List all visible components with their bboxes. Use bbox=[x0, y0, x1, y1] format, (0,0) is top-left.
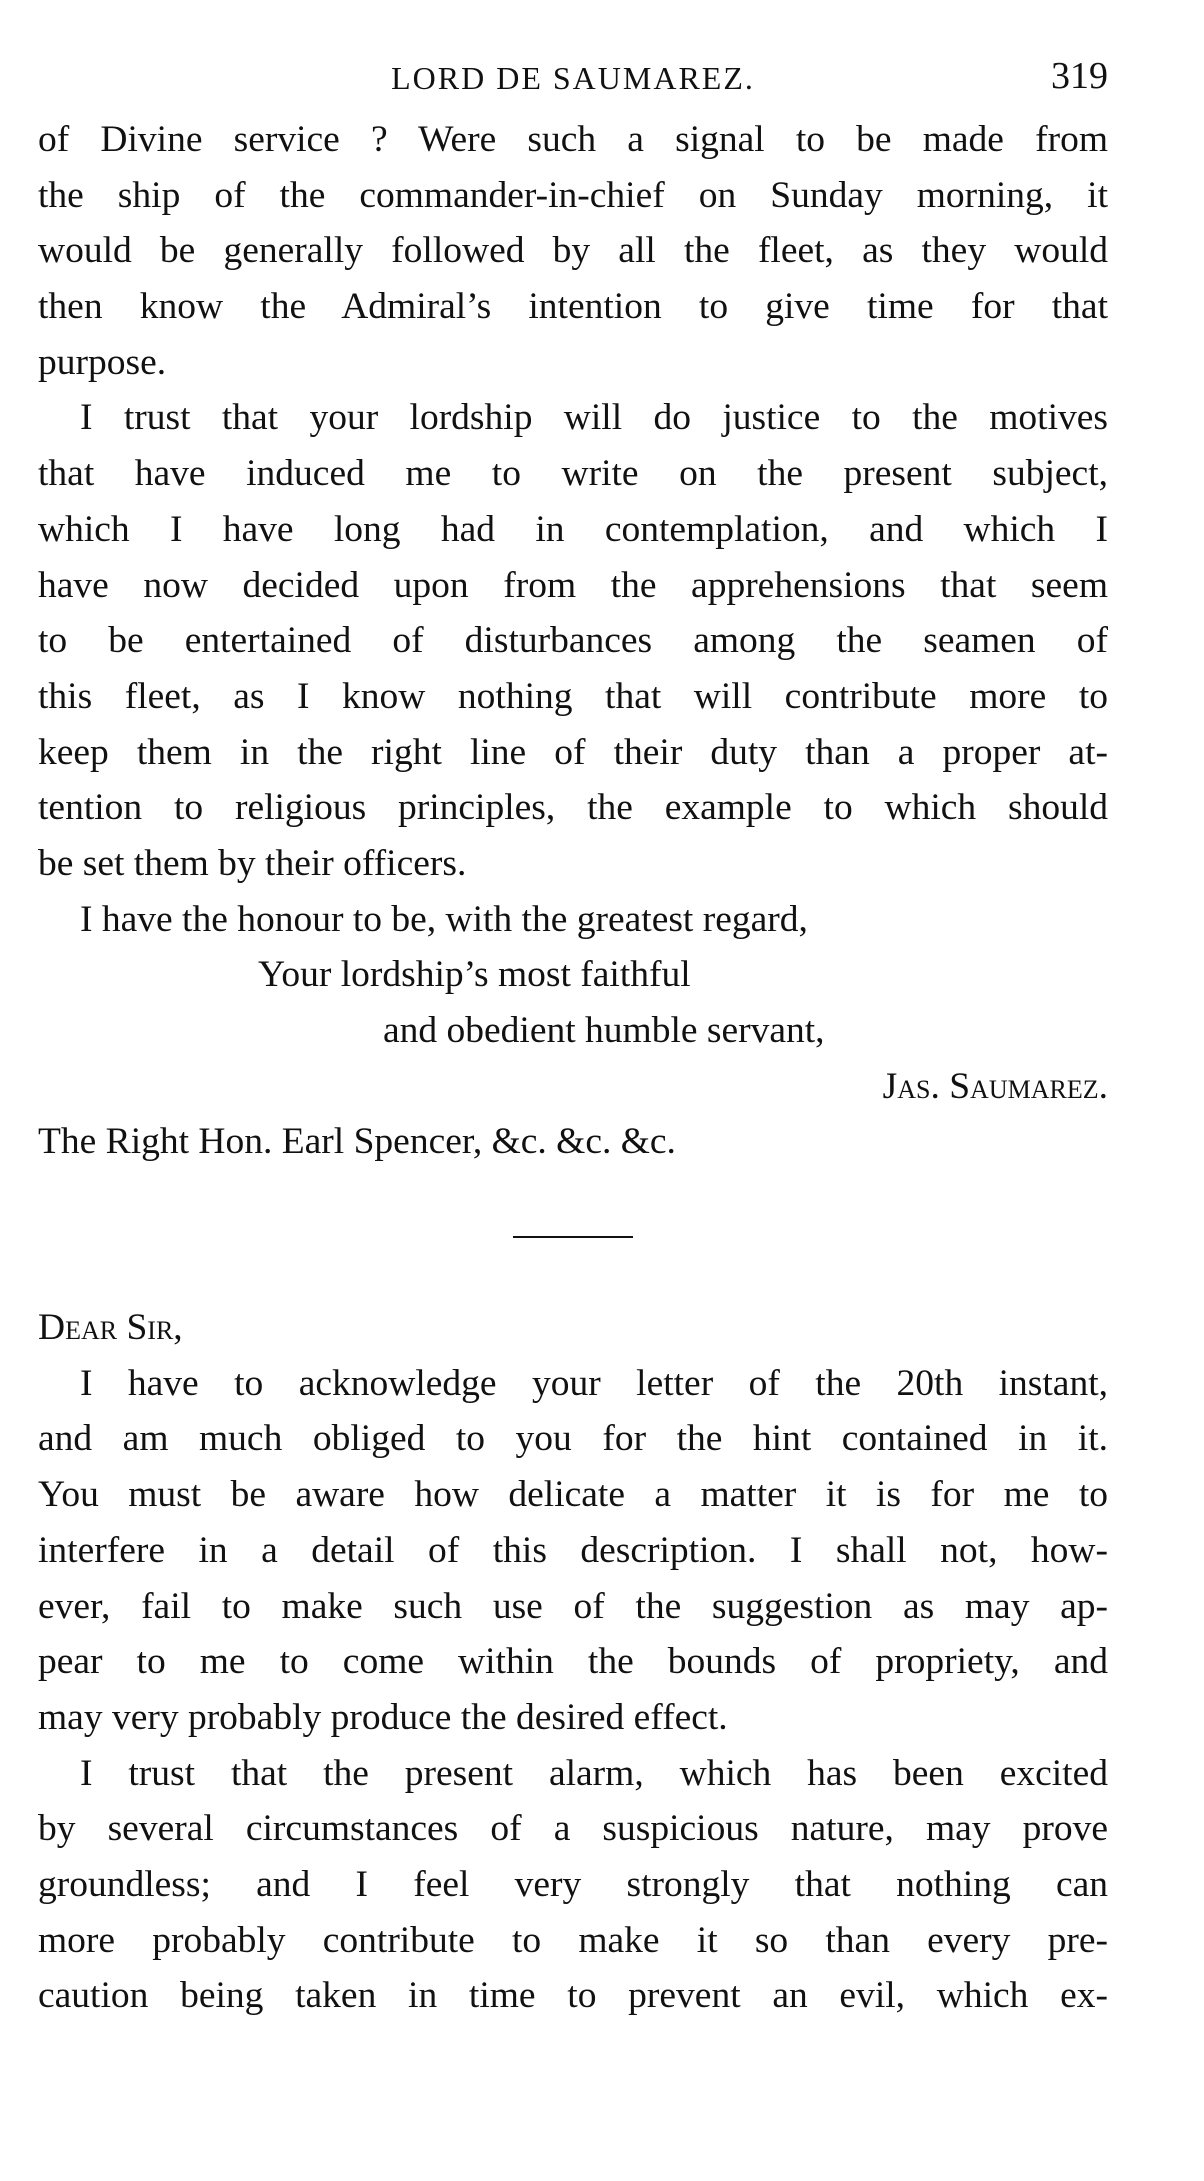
separator-rule bbox=[513, 1236, 633, 1238]
letter1-closing: I have the honour to be, with the greatest regard, bbox=[80, 898, 808, 940]
text-line: interfere in a detail of this description. I shall not, how- bbox=[38, 1529, 1108, 1571]
letter1-closing-line3: and obedient humble servant, bbox=[383, 1010, 825, 1051]
text-line: then know the Admiral’s intention to give time for that bbox=[38, 286, 1108, 328]
text-line: purpose. bbox=[38, 341, 167, 383]
signature: Jas. Saumarez. bbox=[882, 1065, 1108, 1107]
addressee: The Right Hon. Earl Spencer, &c. &c. &c. bbox=[38, 1121, 676, 1163]
text-line: be set them by their officers. bbox=[38, 842, 467, 884]
text-line: by several circumstances of a suspicious nature, may prove bbox=[38, 1808, 1108, 1850]
text-line: that have induced me to write on the present subject, bbox=[38, 453, 1108, 495]
book-page bbox=[38, 52, 1108, 2024]
text-line: groundless; and I feel very strongly that nothing can bbox=[38, 1863, 1108, 1905]
text-line: have now decided upon from the apprehensions that seem bbox=[38, 564, 1108, 606]
letter1-paragraph2 bbox=[38, 390, 1108, 891]
text-line: of Divine service ? Were such a signal to be made from bbox=[38, 119, 1108, 160]
text-line: I have to acknowledge your letter of the 20th instant, bbox=[80, 1362, 1108, 1404]
text-line: would be generally followed by all the fleet, as they would bbox=[38, 230, 1108, 272]
text-line: I trust that your lordship will do justice to the motives bbox=[80, 397, 1108, 439]
letter1-closing-line2: Your lordship’s most faithful bbox=[258, 954, 691, 996]
text-line: the ship of the commander-in-chief on Sunday morning, it bbox=[38, 174, 1108, 216]
letter1-paragraph1 bbox=[38, 112, 1108, 390]
text-line: keep them in the right line of their duty than a proper at- bbox=[38, 731, 1108, 773]
letter2-paragraph2 bbox=[38, 1746, 1108, 2024]
text-line: may very probably produce the desired effect. bbox=[38, 1696, 728, 1738]
separator bbox=[38, 1170, 1108, 1300]
running-head bbox=[38, 52, 1108, 112]
text-line: You must be aware how delicate a matter it is for me to bbox=[38, 1474, 1108, 1516]
text-line: to be entertained of disturbances among the seamen of bbox=[38, 620, 1108, 662]
text-line: ever, fail to make such use of the suggestion as may ap- bbox=[38, 1585, 1108, 1627]
text-line: I trust that the present alarm, which has been excited bbox=[80, 1752, 1108, 1794]
text-line: and am much obliged to you for the hint contained in it. bbox=[38, 1418, 1108, 1460]
salutation: Dear Sir, bbox=[38, 1307, 183, 1349]
page-number: 319 bbox=[1051, 55, 1108, 97]
letter2-paragraph1 bbox=[38, 1356, 1108, 1746]
running-title: LORD DE SAUMAREZ. bbox=[391, 60, 755, 96]
text-line: this fleet, as I know nothing that will contribute more to bbox=[38, 675, 1108, 717]
text-line: more probably contribute to make it so than every pre- bbox=[38, 1919, 1108, 1961]
text-line: caution being taken in time to prevent an evil, which ex- bbox=[38, 1975, 1108, 2017]
text-line: tention to religious principles, the example to which should bbox=[38, 787, 1108, 829]
text-line: which I have long had in contemplation, and which I bbox=[38, 508, 1108, 550]
text-line: pear to me to come within the bounds of propriety, and bbox=[38, 1641, 1108, 1683]
